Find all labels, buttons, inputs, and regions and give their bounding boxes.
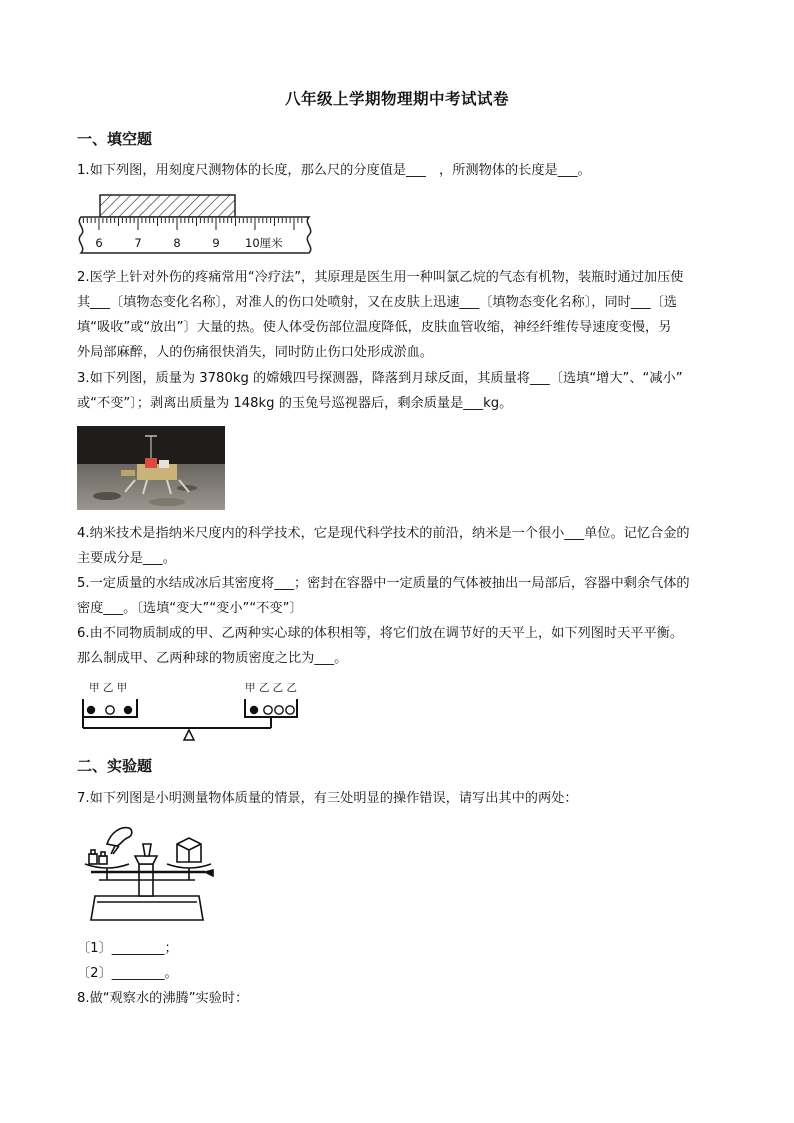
question-4-line-1: 4.纳米技术是指纳米尺度内的科学技术，它是现代科学技术的前沿，纳米是一个很小___单位。记忆合金的 xyxy=(77,526,690,541)
question-2-line-3: 填“吸收”或“放出”〕大量的热。使人体受伤部位温度降低，皮肤血管收缩，神经纤维传导速度变慢，另 xyxy=(77,320,672,335)
right-pan-labels: 甲 乙 乙 乙 xyxy=(245,682,298,694)
question-7-answer-1: 〔1〕________； xyxy=(77,941,178,956)
question-3-line-1: 3.如下列图，质量为 3780kg 的嫦娥四号探测器，降落到月球反面，其质量将___〔选填“增大”、“减小” xyxy=(77,371,683,386)
measured-object xyxy=(100,195,235,217)
question-7: 7.如下列图是小明测量物体质量的情景，有三处明显的操作错误，请写出其中的两处： xyxy=(77,791,578,806)
section-fill-blank: 一、填空题 xyxy=(77,130,153,148)
ruler-tick-label: 8 xyxy=(173,236,181,250)
question-6-line-2: 那么制成甲、乙两种球的物质密度之比为___。 xyxy=(77,651,348,666)
question-3-line-2: 或“不变”〕；剥离出质量为 148kg 的玉兔号巡视器后，剩余质量是___kg。 xyxy=(77,396,513,411)
question-5-line-1: 5.一定质量的水结成冰后其密度将___；密封在容器中一定质量的气体被抽出一局部后，容器中剩余气体的 xyxy=(77,576,690,591)
question-2-line-2: 其___〔填物态变化名称〕，对准人的伤口处喷射，又在皮肤上迅速___〔填物态变化名称〕，同时___〔选 xyxy=(77,295,678,310)
question-4-line-2: 主要成分是___。 xyxy=(77,551,176,566)
page-title: 八年级上学期物理期中考试试卷 xyxy=(284,90,509,108)
ruler-figure xyxy=(77,189,322,257)
section-experiment: 二、实验题 xyxy=(77,757,153,775)
scale-weighing-figure xyxy=(77,818,217,924)
question-6-line-1: 6.由不同物质制成的甲、乙两种实心球的体积相等，将它们放在调节好的天平上，如下列图时天平平衡。 xyxy=(77,626,684,641)
left-pan-labels: 甲 乙 甲 xyxy=(89,682,128,694)
question-7-answer-2: 〔2〕________。 xyxy=(77,966,178,981)
balance-spheres-figure xyxy=(77,678,307,744)
ruler-tick-label: 10厘米 xyxy=(245,236,283,250)
lunar-lander-photo xyxy=(77,426,225,510)
ruler-tick-label: 7 xyxy=(134,236,142,250)
ruler-tick-label: 9 xyxy=(212,236,220,250)
question-2-line-4: 外局部麻醉，人的伤痛很快消失，同时防止伤口处形成淤血。 xyxy=(77,345,434,360)
ruler-tick-label: 6 xyxy=(95,236,103,250)
question-1: 1.如下列图，用刻度尺测物体的长度，那么尺的分度值是___ ，所测物体的长度是___。 xyxy=(77,163,591,178)
question-8: 8.做“观察水的沸腾”实验时： xyxy=(77,991,249,1006)
question-2-line-1: 2.医学上针对外伤的疼痛常用“冷疗法”，其原理是医生用一种叫氯乙烷的气态有机物，装瓶时通过加压使 xyxy=(77,270,684,285)
question-5-line-2: 密度___。〔选填“变大”“变小”“不变”〕 xyxy=(77,601,303,616)
